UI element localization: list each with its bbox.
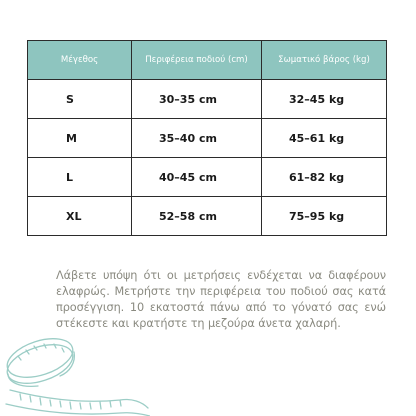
body-weight-value: 32–45 kg [262,80,387,119]
measurement-note: Λάβετε υπόψη ότι οι μετρήσεις ενδέχεται να διαφέρουν ελαφρώς. Μετρήστε την περιφέρεια του ποδιού σας κατά προσέγγιση. 10 εκατοστά πάνω από το γόνατό σας ενώ στέκεστε και κρατήστε τη μεζούρα άνετα χαλαρή. [56,269,386,330]
body-weight-value: 75–95 kg [262,197,387,236]
header-body-weight: Σωματικό βάρος (kg) [262,41,387,80]
header-leg-circumference: Περιφέρεια ποδιού (cm) [132,41,262,80]
leg-circumference-value: 40–45 cm [132,158,262,197]
size-label: S [28,80,132,119]
table-row [28,119,387,158]
table-row [28,197,387,236]
size-label: M [28,119,132,158]
measuring-tape-icon [0,316,150,416]
body-weight-value: 61–82 kg [262,158,387,197]
size-label: XL [28,197,132,236]
leg-circumference-value: 52–58 cm [132,197,262,236]
table-row [28,158,387,197]
body-weight-value: 45–61 kg [262,119,387,158]
table-header-row [28,41,387,80]
size-label: L [28,158,132,197]
size-chart-table [27,40,387,236]
leg-circumference-value: 30–35 cm [132,80,262,119]
leg-circumference-value: 35–40 cm [132,119,262,158]
table-row [28,80,387,119]
header-size: Μέγεθος [28,41,132,80]
